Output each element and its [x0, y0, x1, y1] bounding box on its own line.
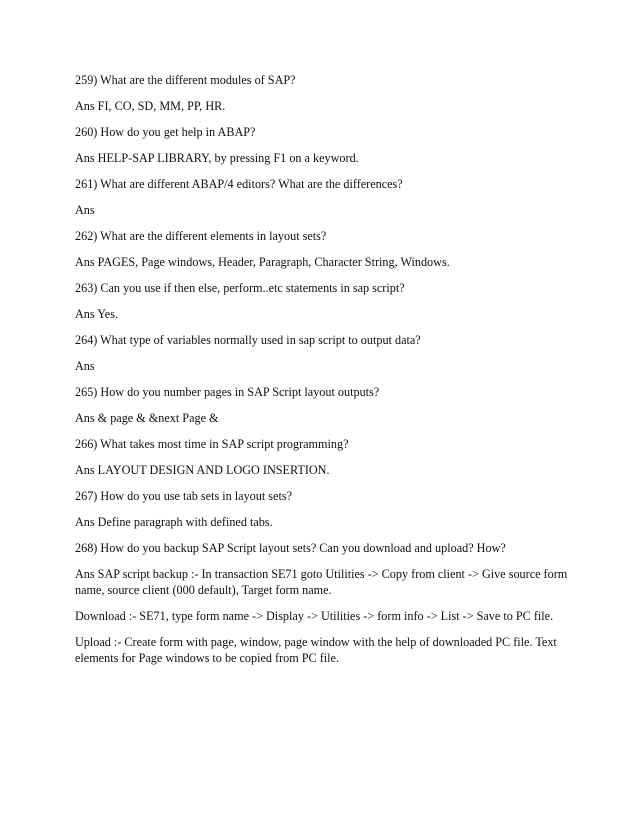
- answer-265: Ans & page & &next Page &: [75, 411, 219, 425]
- answer-260: Ans HELP-SAP LIBRARY, by pressing F1 on a keyword.: [75, 151, 359, 165]
- question-266: 266) What takes most time in SAP script programming?: [75, 437, 349, 451]
- answer-268-backup: Ans SAP script backup :- In transaction SE71 goto Utilities -> Copy from client -> Give source form name, source client (000 default), Target form name.: [75, 567, 568, 597]
- question-264: 264) What type of variables normally used in sap script to output data?: [75, 333, 421, 347]
- question-259: 259) What are the different modules of SAP?: [75, 73, 296, 87]
- answer-266: Ans LAYOUT DESIGN AND LOGO INSERTION.: [75, 463, 330, 477]
- answer-264: Ans: [75, 359, 95, 373]
- question-260: 260) How do you get help in ABAP?: [75, 125, 256, 139]
- question-261: 261) What are different ABAP/4 editors? What are the differences?: [75, 177, 403, 191]
- answer-261: Ans: [75, 203, 95, 217]
- question-262: 262) What are the different elements in layout sets?: [75, 229, 327, 243]
- question-263: 263) Can you use if then else, perform..etc statements in sap script?: [75, 281, 405, 295]
- question-265: 265) How do you number pages in SAP Script layout outputs?: [75, 385, 380, 399]
- answer-262: Ans PAGES, Page windows, Header, Paragraph, Character String, Windows.: [75, 255, 450, 269]
- answer-268-upload: Upload :- Create form with page, window, page window with the help of downloaded PC file. Text elements for Page windows to be copied from PC file.: [75, 635, 557, 665]
- question-268: 268) How do you backup SAP Script layout sets? Can you download and upload? How?: [75, 541, 506, 555]
- answer-267: Ans Define paragraph with defined tabs.: [75, 515, 273, 529]
- answer-259: Ans FI, CO, SD, MM, PP, HR.: [75, 99, 226, 113]
- document-body: [75, 72, 575, 676]
- answer-263: Ans Yes.: [75, 307, 119, 321]
- question-267: 267) How do you use tab sets in layout sets?: [75, 489, 292, 503]
- answer-268-download: Download :- SE71, type form name -> Display -> Utilities -> form info -> List -> Save to PC file.: [75, 609, 554, 623]
